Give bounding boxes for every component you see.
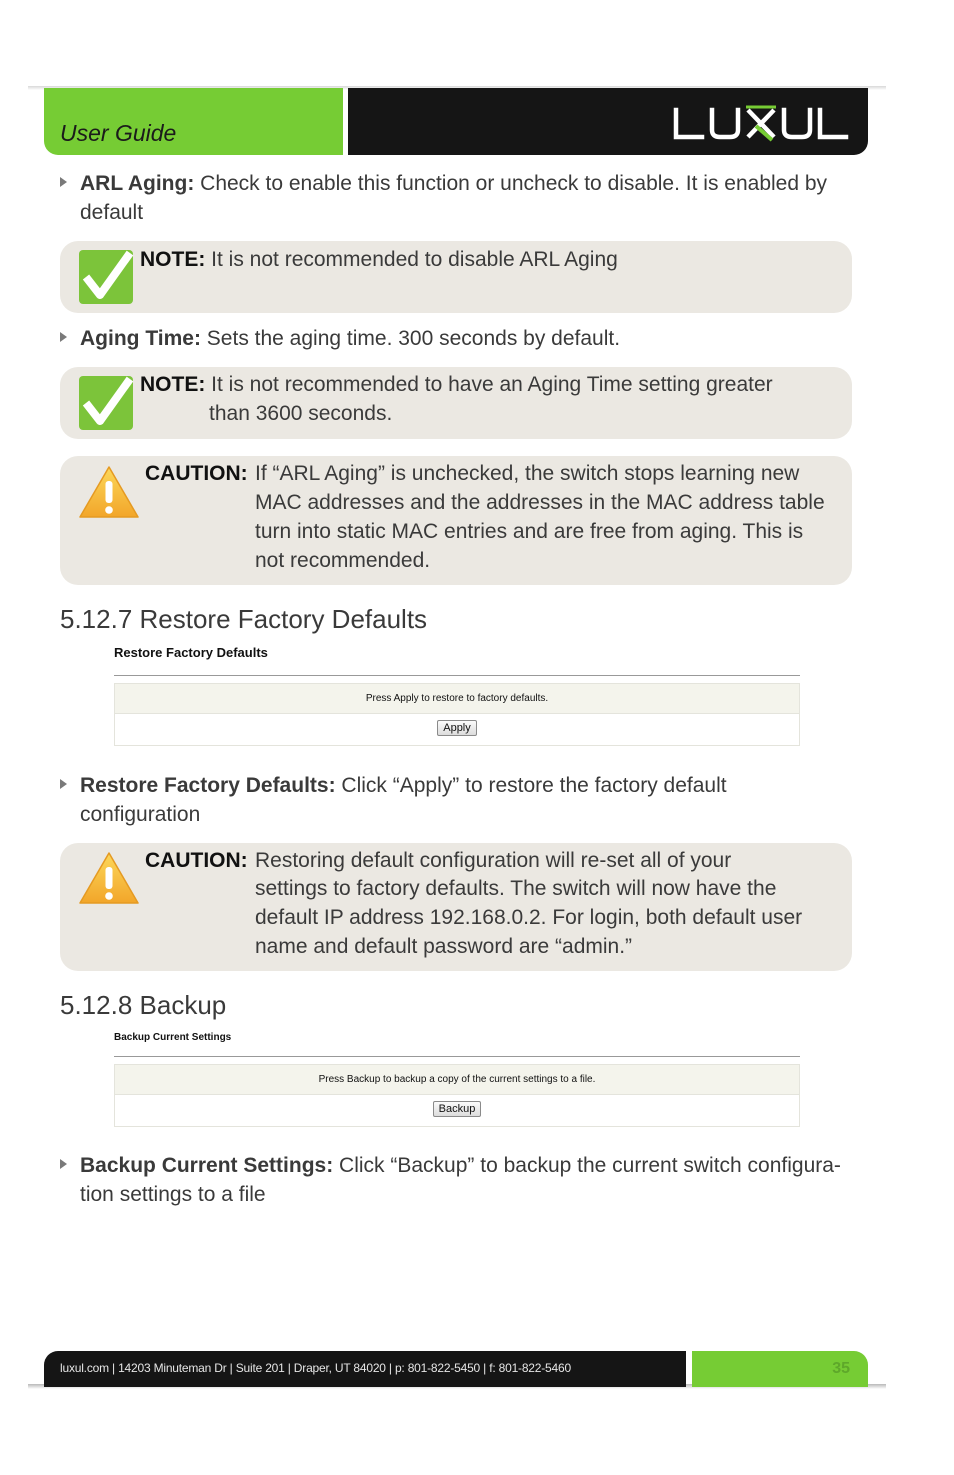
caution-line: default IP address 192.168.0.2. For login, both default user (255, 906, 803, 929)
header-logo-bar (348, 88, 868, 155)
bullet-backup-settings (60, 1151, 850, 1209)
caution-box-2 (60, 843, 852, 971)
note-text-2 (140, 370, 773, 399)
bullet-arl-aging (60, 169, 850, 227)
bullet-triangle-icon (60, 1159, 67, 1169)
bullet-triangle-icon (60, 332, 67, 342)
backup-panel (114, 1056, 800, 1127)
note-box-1 (60, 241, 852, 313)
restore-message: Press Apply to restore to factory defaults. (114, 683, 800, 714)
backup-message: Press Backup to backup a copy of the current settings to a file. (114, 1064, 800, 1095)
restore-panel (114, 675, 800, 746)
bullet-text: Check to enable this function or uncheck to disable. It is enabled by default (80, 172, 828, 224)
note-body: It is not recommended to disable ARL Aging (211, 248, 618, 271)
caution-line: If “ARL Aging” is unchecked, the switch stops learning new (255, 462, 800, 485)
section-heading-backup: 5.12.8 Backup (60, 990, 227, 1020)
check-icon (78, 249, 136, 305)
check-icon (78, 375, 136, 431)
bullet-text: Click “Backup” to backup the current switch configura-tion settings to a file (80, 1154, 841, 1206)
apply-button[interactable]: Apply (437, 720, 477, 736)
section-heading-restore: 5.12.7 Restore Factory Defaults (60, 604, 428, 634)
caution-line: turn into static MAC entries and are free from aging. This is (255, 520, 804, 543)
footer-contact-bar (44, 1351, 686, 1387)
warning-icon (78, 850, 140, 906)
bullet-text: Click “Apply” to restore the factory default configuration (80, 774, 727, 826)
backup-button-row (114, 1095, 800, 1127)
caution-line: Restoring default configuration will re-set all of your (255, 849, 732, 872)
note-box-2 (60, 367, 852, 439)
bullet-aging-time (60, 324, 850, 353)
luxul-logo-icon (672, 104, 850, 142)
header-title: User Guide (60, 120, 177, 146)
bullet-restore-defaults (60, 771, 850, 829)
panel-title-restore: Restore Factory Defaults (114, 645, 268, 660)
backup-button[interactable]: Backup (433, 1101, 482, 1117)
caution-line: name and default password are “admin.” (255, 935, 633, 958)
caution-label: CAUTION: (145, 462, 248, 485)
page-number: 35 (832, 1360, 850, 1377)
caution-label: CAUTION: (145, 849, 248, 872)
bullet-text: Sets the aging time. 300 seconds by default. (206, 327, 621, 350)
footer-contact: luxul.com | 14203 Minuteman Dr | Suite 201 | Draper, UT 84020 | p: 801-822-5450 | f: 801-822-5460 (60, 1361, 571, 1375)
bullet-label: Restore Factory Defaults: (80, 774, 336, 797)
note-body: It is not recommended to have an Aging Time setting greater (211, 373, 773, 396)
note-label: NOTE: (140, 373, 206, 396)
header-title-bar (44, 88, 343, 155)
bullet-triangle-icon (60, 177, 67, 187)
bullet-triangle-icon (60, 779, 67, 789)
caution-line: settings to factory defaults. The switch will now have the (255, 877, 777, 900)
bullet-label: Backup Current Settings: (80, 1154, 334, 1177)
restore-button-row (114, 714, 800, 746)
panel-title-backup: Backup Current Settings (114, 1032, 232, 1043)
caution-box-1 (60, 456, 852, 585)
note-body-line2: than 3600 seconds. (209, 402, 393, 425)
bullet-label: Aging Time: (80, 327, 201, 350)
note-text-1 (140, 245, 618, 274)
warning-icon (78, 464, 140, 520)
caution-line: MAC addresses and the addresses in the MAC address table (255, 491, 825, 514)
caution-line: not recommended. (255, 549, 431, 572)
bullet-label: ARL Aging: (80, 172, 195, 195)
footer-page-bar (692, 1351, 868, 1387)
note-label: NOTE: (140, 248, 206, 271)
